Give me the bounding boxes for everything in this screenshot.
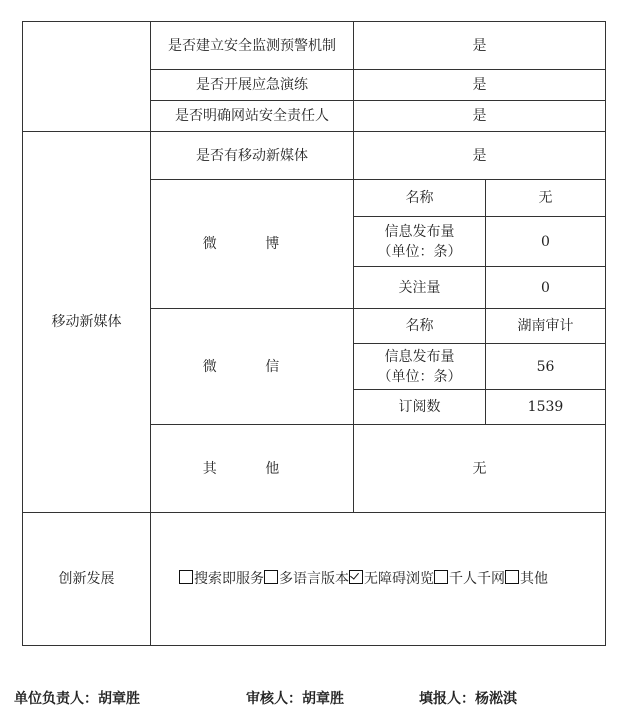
warning-label: 是否建立安全监测预警机制 bbox=[151, 22, 354, 70]
weibo-label: 微 博 bbox=[151, 180, 354, 309]
wechat-name-label: 名称 bbox=[354, 309, 486, 344]
option-accessible[interactable] bbox=[349, 571, 434, 587]
weibo-posts-title: 信息发布量 bbox=[384, 223, 455, 240]
mobile-has-value: 是 bbox=[354, 132, 606, 180]
other-value: 无 bbox=[354, 425, 606, 513]
weibo-posts-unit: （单位：条） bbox=[377, 243, 462, 260]
mobile-section-label: 移动新媒体 bbox=[23, 132, 151, 513]
checkbox-personalized[interactable] bbox=[434, 570, 448, 584]
checkbox-search-service[interactable] bbox=[179, 570, 193, 584]
wechat-name-value: 湖南审计 bbox=[486, 309, 606, 344]
responsible-label: 是否明确网站安全责任人 bbox=[151, 101, 354, 132]
reporter: 填报人：杨淞淇 bbox=[419, 691, 517, 707]
innovation-options bbox=[151, 513, 606, 646]
unit-head: 单位负责人：胡章胜 bbox=[14, 691, 140, 707]
option-label: 多语言版本 bbox=[279, 571, 349, 587]
warning-value: 是 bbox=[354, 22, 606, 70]
wechat-posts-title: 信息发布量 bbox=[384, 348, 455, 365]
option-other[interactable] bbox=[505, 571, 548, 587]
option-label: 搜索即服务 bbox=[194, 571, 264, 587]
reviewer: 审核人：胡章胜 bbox=[246, 691, 344, 707]
wechat-label: 微 信 bbox=[151, 309, 354, 425]
mobile-has-label: 是否有移动新媒体 bbox=[151, 132, 354, 180]
option-label: 千人千网 bbox=[449, 571, 505, 587]
weibo-name-value: 无 bbox=[486, 180, 606, 217]
option-personalized[interactable] bbox=[434, 571, 505, 587]
wechat-subs-label: 订阅数 bbox=[354, 390, 486, 425]
safety-section-cell bbox=[23, 22, 151, 132]
wechat-posts-label bbox=[354, 344, 486, 390]
wechat-posts-unit: （单位：条） bbox=[377, 368, 462, 385]
option-search-service[interactable] bbox=[179, 571, 264, 587]
option-multilingual[interactable] bbox=[264, 571, 349, 587]
other-label: 其 他 bbox=[151, 425, 354, 513]
responsible-value: 是 bbox=[354, 101, 606, 132]
checkbox-other[interactable] bbox=[505, 570, 519, 584]
option-label: 无障碍浏览 bbox=[364, 571, 434, 587]
option-label: 其他 bbox=[520, 571, 548, 587]
weibo-posts-label bbox=[354, 217, 486, 267]
innovation-label: 创新发展 bbox=[23, 513, 151, 646]
wechat-posts-value: 56 bbox=[486, 344, 606, 390]
weibo-name-label: 名称 bbox=[354, 180, 486, 217]
weibo-posts-value: 0 bbox=[486, 217, 606, 267]
checkbox-accessible[interactable] bbox=[349, 570, 363, 584]
wechat-subs-value: 1539 bbox=[486, 390, 606, 425]
drill-value: 是 bbox=[354, 70, 606, 101]
weibo-follow-label: 关注量 bbox=[354, 267, 486, 309]
weibo-follow-value: 0 bbox=[486, 267, 606, 309]
report-table bbox=[22, 21, 606, 646]
drill-label: 是否开展应急演练 bbox=[151, 70, 354, 101]
checkbox-multilingual[interactable] bbox=[264, 570, 278, 584]
